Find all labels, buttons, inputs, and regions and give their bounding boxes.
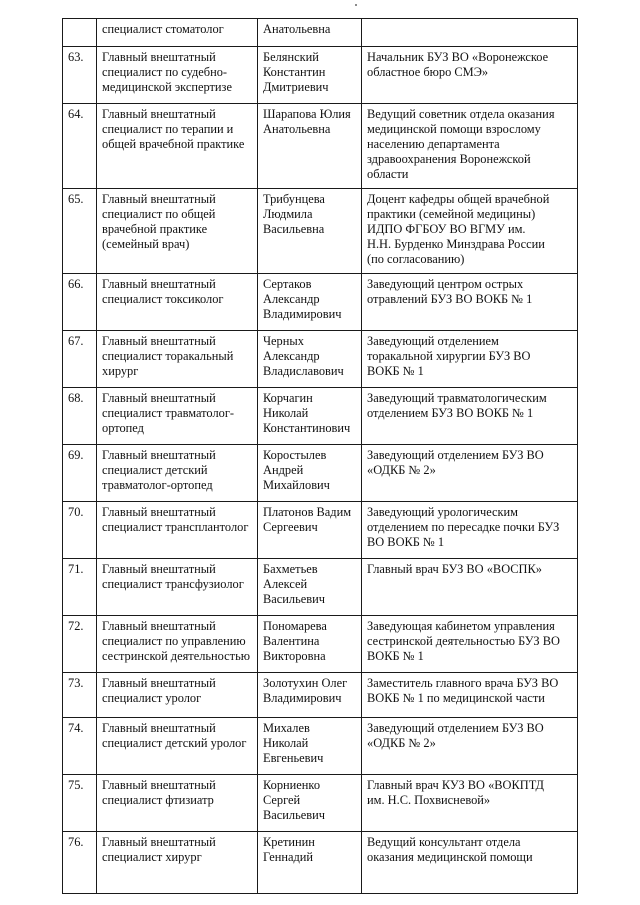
person-name-cell: Шарапова Юлия Анатольевна xyxy=(258,104,362,189)
position-cell: Начальник БУЗ ВО «Воронежское областное бюро СМЭ» xyxy=(362,47,578,104)
table-row xyxy=(63,47,578,104)
row-number-cell: 76. xyxy=(63,832,97,894)
specialty-cell: Главный внештатный специалист хирург xyxy=(97,832,258,894)
position-cell xyxy=(362,19,578,47)
specialty-cell: Главный внештатный специалист уролог xyxy=(97,673,258,718)
row-number-cell: 67. xyxy=(63,331,97,388)
position-cell: Заведующий травматологическим отделением БУЗ ВО ВОКБ № 1 xyxy=(362,388,578,445)
row-number-cell: 72. xyxy=(63,616,97,673)
position-cell: Заведующая кабинетом управления сестринской деятельностью БУЗ ВО ВОКБ № 1 xyxy=(362,616,578,673)
table-row xyxy=(63,19,578,47)
row-number-cell: 75. xyxy=(63,775,97,832)
row-number-cell: 63. xyxy=(63,47,97,104)
table-row xyxy=(63,189,578,274)
specialty-cell: Главный внештатный специалист фтизиатр xyxy=(97,775,258,832)
position-cell: Заместитель главного врача БУЗ ВО ВОКБ № 1 по медицинской части xyxy=(362,673,578,718)
person-name-cell: Михалев Николай Евгеньевич xyxy=(258,718,362,775)
table-body xyxy=(63,19,578,894)
person-name-cell: Корчагин Николай Константинович xyxy=(258,388,362,445)
table-row xyxy=(63,388,578,445)
specialty-cell: Главный внештатный специалист по общей врачебной практике (семейный врач) xyxy=(97,189,258,274)
person-name-cell: Платонов Вадим Сергеевич xyxy=(258,502,362,559)
table-row xyxy=(63,274,578,331)
person-name-cell: Черных Александр Владиславович xyxy=(258,331,362,388)
table-row xyxy=(63,502,578,559)
specialty-cell: Главный внештатный специалист трансфузиолог xyxy=(97,559,258,616)
table-row xyxy=(63,775,578,832)
table-row xyxy=(63,832,578,894)
row-number-cell: 71. xyxy=(63,559,97,616)
row-number-cell: 64. xyxy=(63,104,97,189)
table-row xyxy=(63,331,578,388)
row-number-cell: 69. xyxy=(63,445,97,502)
specialty-cell: Главный внештатный специалист по судебно- медицинской экспертизе xyxy=(97,47,258,104)
position-cell: Заведующий отделением БУЗ ВО «ОДКБ № 2» xyxy=(362,718,578,775)
specialty-cell: Главный внештатный специалист по терапии и общей врачебной практике xyxy=(97,104,258,189)
person-name-cell: Пономарева Валентина Викторовна xyxy=(258,616,362,673)
specialty-cell: Главный внештатный специалист детский травматолог-ортопед xyxy=(97,445,258,502)
position-cell: Заведующий отделением торакальной хирургии БУЗ ВО ВОКБ № 1 xyxy=(362,331,578,388)
person-name-cell: Коростылев Андрей Михайлович xyxy=(258,445,362,502)
specialty-cell: Главный внештатный специалист травматолог- ортопед xyxy=(97,388,258,445)
row-number-cell xyxy=(63,19,97,47)
person-name-cell: Белянский Константин Дмитриевич xyxy=(258,47,362,104)
row-number-cell: 66. xyxy=(63,274,97,331)
position-cell: Заведующий отделением БУЗ ВО «ОДКБ № 2» xyxy=(362,445,578,502)
specialty-cell: Главный внештатный специалист по управлению сестринской деятельностью xyxy=(97,616,258,673)
specialty-cell: специалист стоматолог xyxy=(97,19,258,47)
row-number-cell: 65. xyxy=(63,189,97,274)
person-name-cell: Кретинин Геннадий xyxy=(258,832,362,894)
position-cell: Ведущий консультант отдела оказания медицинской помощи xyxy=(362,832,578,894)
table-row xyxy=(63,718,578,775)
table-row xyxy=(63,673,578,718)
table-row xyxy=(63,616,578,673)
row-number-cell: 74. xyxy=(63,718,97,775)
position-cell: Доцент кафедры общей врачебной практики (семейной медицины) ИДПО ФГБОУ ВО ВГМУ им. Н.Н. Бурденко Минздрава России (по согласованию) xyxy=(362,189,578,274)
specialty-cell: Главный внештатный специалист детский уролог xyxy=(97,718,258,775)
position-cell: Главный врач БУЗ ВО «ВОСПК» xyxy=(362,559,578,616)
row-number-cell: 73. xyxy=(63,673,97,718)
person-name-cell: Золотухин Олег Владимирович xyxy=(258,673,362,718)
person-name-cell: Трибунцева Людмила Васильевна xyxy=(258,189,362,274)
specialists-table xyxy=(62,18,578,894)
table-row xyxy=(63,559,578,616)
specialty-cell: Главный внештатный специалист токсиколог xyxy=(97,274,258,331)
person-name-cell: Анатольевна xyxy=(258,19,362,47)
position-cell: Заведующий центром острых отравлений БУЗ ВО ВОКБ № 1 xyxy=(362,274,578,331)
row-number-cell: 68. xyxy=(63,388,97,445)
person-name-cell: Корниенко Сергей Васильевич xyxy=(258,775,362,832)
specialty-cell: Главный внештатный специалист торакальный хирург xyxy=(97,331,258,388)
person-name-cell: Сертаков Александр Владимирович xyxy=(258,274,362,331)
position-cell: Ведущий советник отдела оказания медицинской помощи взрослому населению департамента здравоохранения Воронежской области xyxy=(362,104,578,189)
position-cell: Главный врач КУЗ ВО «ВОКПТД им. Н.С. Похвисневой» xyxy=(362,775,578,832)
table-row xyxy=(63,104,578,189)
person-name-cell: Бахметьев Алексей Васильевич xyxy=(258,559,362,616)
row-number-cell: 70. xyxy=(63,502,97,559)
position-cell: Заведующий урологическим отделением по пересадке почки БУЗ ВО ВОКБ № 1 xyxy=(362,502,578,559)
table-row xyxy=(63,445,578,502)
scan-speck xyxy=(355,4,357,6)
specialty-cell: Главный внештатный специалист трансплантолог xyxy=(97,502,258,559)
